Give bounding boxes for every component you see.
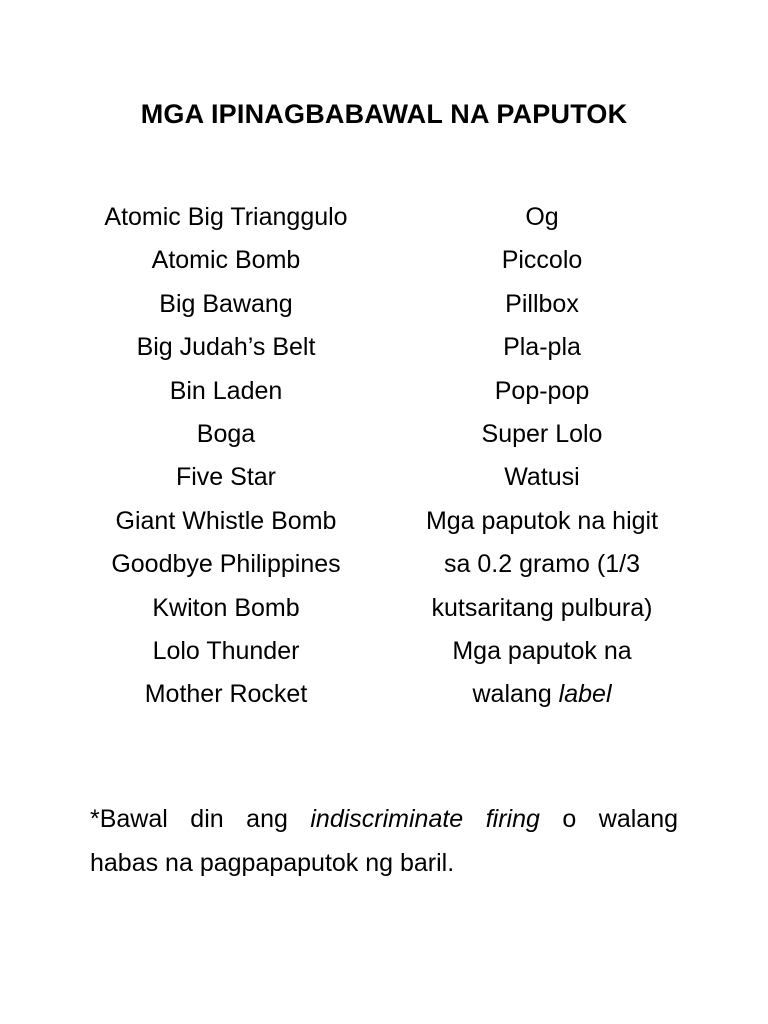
list-item: Big Bawang [159, 289, 293, 318]
list-item: Og [525, 203, 559, 231]
list-item: Pla-pla [503, 333, 581, 362]
footnote [90, 797, 678, 885]
footnote-italic: indiscriminate firing [310, 805, 540, 833]
list-item-weight-line: kutsaritang pulbura) [431, 593, 653, 622]
list-item: Watusi [504, 463, 580, 492]
list-item: Mother Rocket [144, 680, 308, 709]
list-item-weight-line: sa 0.2 gramo (1/3 [444, 550, 640, 579]
unlabeled-italic: label [558, 680, 612, 709]
list-item: Pop-pop [494, 376, 590, 405]
footnote-middle: o walang [539, 805, 678, 833]
unlabeled-prefix: walang [472, 680, 559, 709]
list-item: Pillbox [505, 289, 579, 318]
list-item: Atomic Bomb [151, 246, 301, 275]
document-title: MGA IPINAGBABAWAL NA PAPUTOK [140, 99, 628, 129]
banned-list-left [60, 196, 392, 717]
list-item: Kwiton Bomb [152, 593, 300, 622]
list-item-unlabeled-line [390, 673, 694, 716]
list-item: Piccolo [501, 246, 583, 275]
footnote-line-2: habas na pagpapaputok ng baril. [90, 849, 455, 877]
list-item-unlabeled-line: Mga paputok na [452, 637, 632, 666]
footnote-prefix: *Bawal din ang [90, 805, 311, 833]
footnote-line-1 [90, 797, 678, 841]
list-item: Lolo Thunder [152, 637, 300, 666]
list-item: Big Judah’s Belt [136, 333, 316, 362]
list-item: Bin Laden [169, 376, 283, 405]
list-item: Goodbye Philippines [111, 550, 341, 579]
list-item: Super Lolo [481, 420, 603, 449]
list-item-weight-line: Mga paputok na higit [425, 506, 659, 535]
list-item: Boga [196, 420, 256, 449]
list-item: Giant Whistle Bomb [115, 506, 337, 535]
list-item: Atomic Big Trianggulo [104, 203, 348, 231]
banned-list-right [390, 196, 694, 717]
list-item: Five Star [175, 463, 277, 492]
